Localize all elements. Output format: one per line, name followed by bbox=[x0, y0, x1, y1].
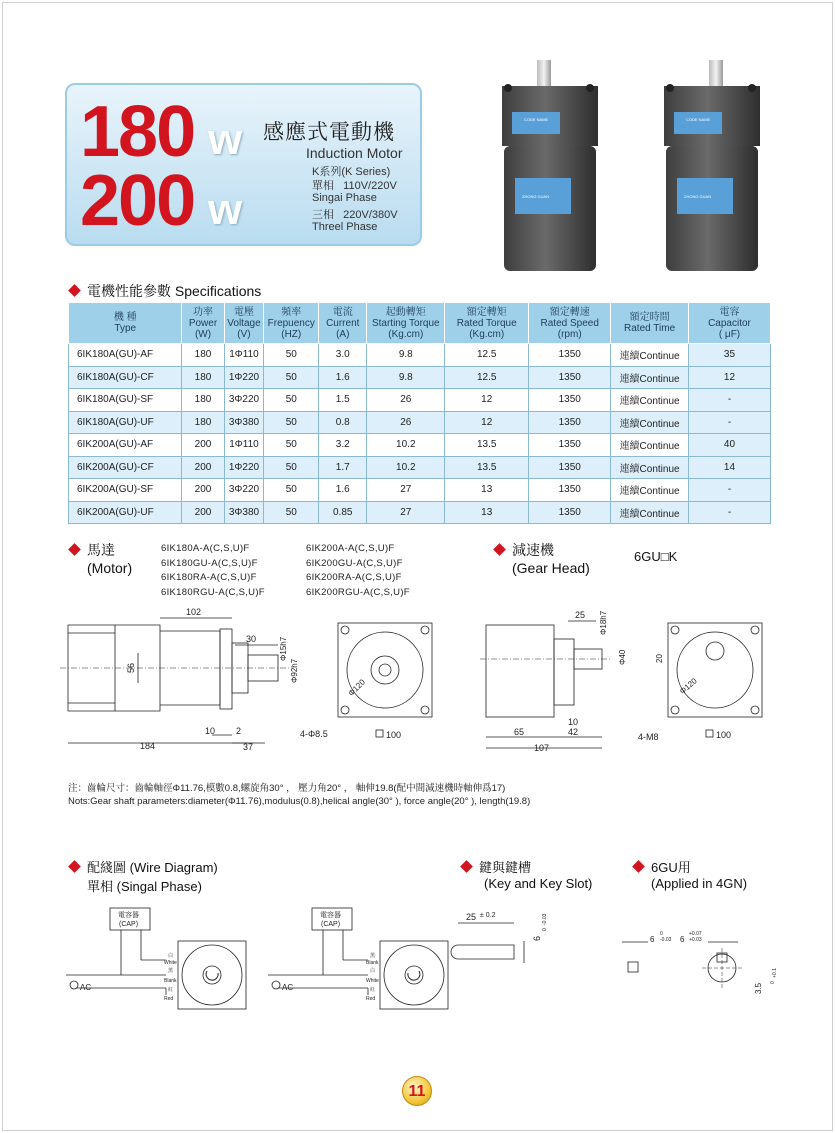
table-cell: 3.0 bbox=[319, 344, 367, 367]
svg-text:紅: 紅 bbox=[370, 987, 376, 993]
table-cell: 10.2 bbox=[367, 456, 445, 479]
svg-text:(CAP): (CAP) bbox=[321, 921, 341, 928]
svg-text:10: 10 bbox=[568, 717, 579, 727]
spec-col-header: 功率 Power (W) bbox=[182, 303, 224, 344]
title-cn: 感應式電動機 bbox=[263, 121, 395, 144]
svg-text:黑: 黑 bbox=[168, 968, 174, 974]
wire-heading: 配綫圖 (Wire Diagram) 單相 (Singal Phase) bbox=[70, 857, 218, 895]
power-200: 200 bbox=[80, 161, 195, 241]
motor-photo bbox=[490, 58, 780, 276]
motor-model: 6IK180RA-A(C,S,U)F bbox=[161, 572, 257, 583]
svg-text:184: 184 bbox=[140, 741, 156, 751]
motor-model: 6IK180GU-A(C,S,U)F bbox=[161, 557, 258, 569]
table-cell: 40 bbox=[688, 434, 770, 457]
table-cell: 50 bbox=[264, 344, 319, 367]
svg-text:Blank: Blank bbox=[164, 978, 177, 984]
page-number: 11 bbox=[402, 1076, 432, 1106]
table-cell: 50 bbox=[264, 434, 319, 457]
svg-text:(CAP): (CAP) bbox=[119, 921, 139, 928]
svg-text:-0.03: -0.03 bbox=[660, 937, 672, 943]
table-cell: 6IK180A(GU)-UF bbox=[69, 411, 182, 434]
spec-col-header: 起動轉矩 Starting Torque (Kg.cm) bbox=[367, 303, 445, 344]
table-cell: 200 bbox=[182, 434, 224, 457]
table-cell: 連續Continue bbox=[611, 456, 689, 479]
spec-table bbox=[68, 302, 771, 524]
table-cell: 12 bbox=[688, 366, 770, 389]
table-cell: 12 bbox=[445, 389, 529, 412]
single-phase-cn: 單相 110V/220V bbox=[312, 180, 397, 192]
svg-text:Φ92h7: Φ92h7 bbox=[290, 658, 299, 683]
wire-diagram-2 bbox=[268, 905, 458, 1025]
table-cell: 200 bbox=[182, 456, 224, 479]
table-cell: 1350 bbox=[529, 456, 611, 479]
table-row bbox=[69, 456, 771, 479]
table-cell: - bbox=[688, 501, 770, 524]
svg-text:Φ15h7: Φ15h7 bbox=[279, 636, 288, 661]
table-cell: 35 bbox=[688, 344, 770, 367]
table-cell: 3Φ380 bbox=[224, 411, 264, 434]
key-drawing bbox=[448, 905, 558, 975]
spec-col-header: 額定時間 Rated Time bbox=[611, 303, 689, 344]
table-cell: 3Φ220 bbox=[224, 389, 264, 412]
table-cell: 1350 bbox=[529, 411, 611, 434]
svg-text:紅: 紅 bbox=[168, 987, 174, 993]
table-cell: 6IK180A(GU)-SF bbox=[69, 389, 182, 412]
svg-text:0: 0 bbox=[542, 928, 548, 931]
table-cell: 50 bbox=[264, 456, 319, 479]
table-cell: 6IK200A(GU)-UF bbox=[69, 501, 182, 524]
svg-text:White: White bbox=[366, 978, 379, 984]
table-cell: - bbox=[688, 479, 770, 502]
table-cell: 27 bbox=[367, 501, 445, 524]
motor-model: 6IK180A-A(C,S,U)F bbox=[161, 543, 250, 554]
table-cell: 6IK200A(GU)-SF bbox=[69, 479, 182, 502]
svg-text:20: 20 bbox=[655, 654, 664, 663]
table-cell: 1Φ220 bbox=[224, 456, 264, 479]
table-cell: 13 bbox=[445, 479, 529, 502]
svg-text:0: 0 bbox=[660, 931, 663, 937]
table-cell: 12.5 bbox=[445, 344, 529, 367]
spec-col-header: 電流 Current (A) bbox=[319, 303, 367, 344]
gear-model: 6GU□K bbox=[634, 549, 678, 564]
svg-text:Red: Red bbox=[164, 996, 174, 1002]
gear-heading: 減速機 (Gear Head) bbox=[495, 540, 590, 576]
spec-col-header: 頻率 Frepuency (HZ) bbox=[264, 303, 319, 344]
table-cell: 連續Continue bbox=[611, 501, 689, 524]
svg-text:-0.03: -0.03 bbox=[542, 913, 548, 925]
table-cell: 14 bbox=[688, 456, 770, 479]
svg-text:CODE NAME: CODE NAME bbox=[686, 117, 711, 122]
table-cell: 連續Continue bbox=[611, 479, 689, 502]
table-row bbox=[69, 344, 771, 367]
table-cell: 1.7 bbox=[319, 456, 367, 479]
svg-text:± 0.2: ± 0.2 bbox=[480, 912, 496, 919]
table-cell: 1.6 bbox=[319, 366, 367, 389]
table-cell: 13 bbox=[445, 501, 529, 524]
svg-text:0: 0 bbox=[770, 981, 776, 984]
spec-col-header: 電壓 Voltage (V) bbox=[224, 303, 264, 344]
series: K系列(K Series) bbox=[312, 166, 391, 178]
svg-text:白: 白 bbox=[370, 968, 376, 974]
table-cell: 50 bbox=[264, 389, 319, 412]
svg-text:AC: AC bbox=[282, 983, 294, 992]
single-phase-en: Singai Phase bbox=[312, 192, 377, 204]
table-cell: 1Φ110 bbox=[224, 434, 264, 457]
svg-text:100: 100 bbox=[716, 730, 732, 740]
table-cell: 連續Continue bbox=[611, 344, 689, 367]
svg-text:CODE NAME: CODE NAME bbox=[524, 117, 549, 122]
table-cell: 3.2 bbox=[319, 434, 367, 457]
table-cell: 連續Continue bbox=[611, 366, 689, 389]
table-cell: 9.8 bbox=[367, 366, 445, 389]
table-cell: 50 bbox=[264, 479, 319, 502]
three-phase-en: Threel Phase bbox=[312, 221, 378, 233]
power-180: 180 bbox=[80, 92, 195, 172]
table-cell: 50 bbox=[264, 411, 319, 434]
motor-model: 6IK200RGU-A(C,S,U)F bbox=[306, 586, 410, 598]
svg-text:56: 56 bbox=[126, 662, 136, 673]
table-cell: 1350 bbox=[529, 389, 611, 412]
svg-text:6: 6 bbox=[680, 935, 685, 944]
table-cell: 連續Continue bbox=[611, 411, 689, 434]
svg-text:6: 6 bbox=[650, 935, 655, 944]
svg-text:+0.1: +0.1 bbox=[772, 968, 778, 978]
svg-text:Red: Red bbox=[366, 996, 376, 1002]
svg-text:6: 6 bbox=[532, 935, 542, 941]
motor-drawing bbox=[60, 603, 450, 753]
svg-text:黑: 黑 bbox=[370, 953, 376, 959]
svg-text:4-M8: 4-M8 bbox=[638, 732, 659, 742]
table-cell: 13.5 bbox=[445, 434, 529, 457]
svg-text:107: 107 bbox=[534, 743, 550, 753]
svg-text:37: 37 bbox=[243, 742, 254, 752]
table-row bbox=[69, 479, 771, 502]
table-cell: 1350 bbox=[529, 344, 611, 367]
svg-text:White: White bbox=[164, 960, 177, 966]
svg-text:42: 42 bbox=[568, 727, 579, 737]
spec-heading: 電機性能參數 Specifications bbox=[70, 281, 261, 301]
table-cell: 1.6 bbox=[319, 479, 367, 502]
svg-text:電容器: 電容器 bbox=[320, 912, 341, 919]
svg-text:30: 30 bbox=[246, 634, 257, 644]
spec-col-header: 額定轉速 Rated Speed (rpm) bbox=[529, 303, 611, 344]
motor-model: 6IK180RGU-A(C,S,U)F bbox=[161, 586, 265, 598]
table-cell: 6IK180A(GU)-AF bbox=[69, 344, 182, 367]
table-cell: 200 bbox=[182, 479, 224, 502]
motor-models-col1 bbox=[161, 542, 265, 600]
table-cell: 6IK180A(GU)-CF bbox=[69, 366, 182, 389]
svg-text:+0.03: +0.03 bbox=[689, 937, 702, 943]
svg-text:100: 100 bbox=[386, 730, 402, 740]
table-cell: 0.85 bbox=[319, 501, 367, 524]
spec-col-header: 機 種 Type bbox=[69, 303, 182, 344]
table-row bbox=[69, 389, 771, 412]
table-cell: 3Φ380 bbox=[224, 501, 264, 524]
svg-text:Φ40: Φ40 bbox=[618, 649, 627, 665]
gu6-heading: 6GU用 (Applied in 4GN) bbox=[634, 857, 747, 891]
spec-col-header: 電容 Capacitor ( μF) bbox=[688, 303, 770, 344]
motor-2 bbox=[664, 60, 760, 271]
table-cell: 1Φ110 bbox=[224, 344, 264, 367]
table-cell: 連續Continue bbox=[611, 434, 689, 457]
note-cn: 注：齒輪尺寸：齒輪軸徑Φ11.76,模數0.8,螺旋角30° ， 壓力角20° ， 軸伸19.8(配中間減速機時軸伸爲17) bbox=[68, 783, 506, 794]
table-cell: 3Φ220 bbox=[224, 479, 264, 502]
table-row bbox=[69, 501, 771, 524]
svg-text:ZHONG GUAN: ZHONG GUAN bbox=[522, 194, 550, 199]
motor-models-col2 bbox=[306, 542, 410, 600]
table-cell: 200 bbox=[182, 501, 224, 524]
table-cell: 連續Continue bbox=[611, 389, 689, 412]
svg-text:10: 10 bbox=[205, 726, 216, 736]
table-cell: 1350 bbox=[529, 366, 611, 389]
table-cell: 1Φ220 bbox=[224, 366, 264, 389]
table-cell: - bbox=[688, 411, 770, 434]
svg-text:Φ120: Φ120 bbox=[346, 677, 367, 698]
table-cell: 26 bbox=[367, 411, 445, 434]
table-cell: 1350 bbox=[529, 479, 611, 502]
title-en: Induction Motor bbox=[306, 145, 403, 161]
motor-heading: 馬達 (Motor) bbox=[70, 540, 132, 576]
motor-model: 6IK200A-A(C,S,U)F bbox=[306, 543, 395, 554]
svg-text:ZHONG GUAN: ZHONG GUAN bbox=[684, 194, 712, 199]
svg-text:102: 102 bbox=[186, 607, 202, 617]
svg-text:Φ18h7: Φ18h7 bbox=[599, 610, 608, 635]
svg-text:白: 白 bbox=[168, 953, 174, 959]
svg-text:25: 25 bbox=[466, 912, 477, 922]
svg-text:65: 65 bbox=[514, 727, 525, 737]
table-cell: 6IK200A(GU)-AF bbox=[69, 434, 182, 457]
table-cell: 1350 bbox=[529, 501, 611, 524]
table-cell: 6IK200A(GU)-CF bbox=[69, 456, 182, 479]
note-en: Nots:Gear shaft parameters:diameter(Φ11.76),modulus(0.8),helical angle(30° ), force angle(20° ), length(19.8) bbox=[68, 796, 531, 807]
motor-model: 6IK200GU-A(C,S,U)F bbox=[306, 557, 403, 569]
spec-col-header: 額定轉矩 Rated Torque (Kg.cm) bbox=[445, 303, 529, 344]
table-cell: 9.8 bbox=[367, 344, 445, 367]
unit-w-1: w bbox=[208, 115, 243, 164]
svg-text:+0.07: +0.07 bbox=[689, 931, 702, 937]
svg-text:Blank: Blank bbox=[366, 960, 379, 966]
svg-text:AC: AC bbox=[80, 983, 92, 992]
svg-text:3.5: 3.5 bbox=[754, 982, 763, 994]
table-cell: 0.8 bbox=[319, 411, 367, 434]
table-cell: 10.2 bbox=[367, 434, 445, 457]
table-cell: 13.5 bbox=[445, 456, 529, 479]
svg-text:4-Φ8.5: 4-Φ8.5 bbox=[300, 729, 328, 739]
wire-diagram-1 bbox=[66, 905, 256, 1025]
table-row bbox=[69, 434, 771, 457]
unit-w-2: w bbox=[208, 185, 243, 234]
table-cell: 180 bbox=[182, 411, 224, 434]
key-heading: 鍵與鍵槽 (Key and Key Slot) bbox=[462, 857, 592, 891]
table-cell: 1.5 bbox=[319, 389, 367, 412]
table-cell: 180 bbox=[182, 366, 224, 389]
gear-drawing bbox=[480, 603, 780, 753]
svg-text:Φ120: Φ120 bbox=[677, 676, 699, 696]
table-cell: 50 bbox=[264, 501, 319, 524]
three-phase-cn: 三相 220V/380V bbox=[312, 209, 398, 221]
table-cell: 26 bbox=[367, 389, 445, 412]
table-cell: 12.5 bbox=[445, 366, 529, 389]
motor-1 bbox=[502, 60, 598, 271]
table-cell: 27 bbox=[367, 479, 445, 502]
table-row bbox=[69, 411, 771, 434]
table-cell: 12 bbox=[445, 411, 529, 434]
table-cell: 1350 bbox=[529, 434, 611, 457]
table-cell: 180 bbox=[182, 389, 224, 412]
svg-text:電容器: 電容器 bbox=[118, 912, 139, 919]
gu6-drawing bbox=[618, 920, 778, 1000]
table-cell: 50 bbox=[264, 366, 319, 389]
motor-model: 6IK200RA-A(C,S,U)F bbox=[306, 572, 402, 583]
table-cell: 180 bbox=[182, 344, 224, 367]
table-row bbox=[69, 366, 771, 389]
svg-text:2: 2 bbox=[236, 726, 242, 736]
svg-text:25: 25 bbox=[575, 610, 586, 620]
table-cell: - bbox=[688, 389, 770, 412]
